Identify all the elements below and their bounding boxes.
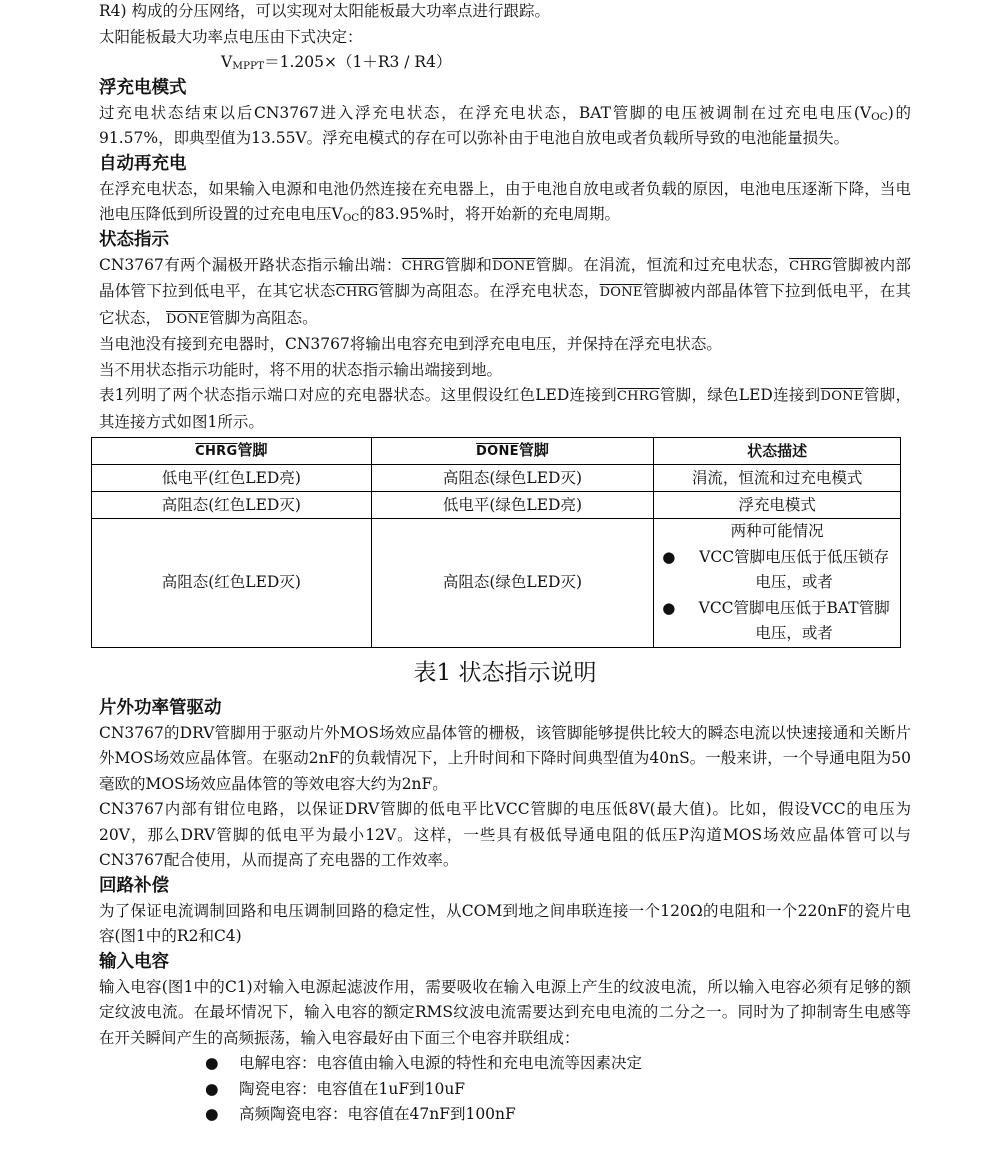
drv-paragraph-1: CN3767的DRV管脚用于驱动片外MOS场效应晶体管的栅极，该管脚能够提供比较大的瞬态电流以快速接通和关断片外MOS场效应晶体管。在驱动2nF的负载情况下，上升时间和下降时间典型值为40nS。一般来讲，一个导通电阻为50毫欧的MOS场效应晶体管的等效电容大约为2nF。: [99, 723, 911, 793]
table-cell: 低电平(绿色LED亮): [371, 492, 654, 519]
header-done-pin: DONE管脚: [371, 438, 654, 465]
mppt-formula: $V_{MPPT}=1.205\times(1+R3 / R4)$: [221, 53, 452, 72]
two-cases-title: 两种可能情况: [730, 522, 824, 540]
bullet-icon: ●: [662, 598, 676, 617]
table-cell: 高阻态(红色LED灭): [92, 492, 372, 519]
section-heading-drv: 片外功率管驱动: [99, 697, 222, 718]
table-cell: 涓流，恒流和过充电模式: [654, 465, 901, 492]
bullet-icon: ●: [205, 1105, 219, 1123]
section-heading-input-capacitor: 输入电容: [99, 951, 169, 972]
status-paragraph-2: 当电池没有接到充电器时，CN3767将输出电容充电到浮充电电压，并保持在浮充电状态。: [99, 335, 722, 353]
table-row: [92, 465, 901, 492]
table-cell: 浮充电模式: [654, 492, 901, 519]
bullet-icon: ●: [205, 1079, 219, 1098]
table-cell: 高阻态(绿色LED灭): [371, 465, 654, 492]
table-row: [92, 492, 901, 519]
status-paragraph-1: CN3767有两个漏极开路状态指示输出端：CHRG管脚和DONE管脚。在涓流，恒流和过充电状态，CHRG管脚被内部晶体管下拉到低电平，在其它状态CHRG管脚为高阻态。在浮充电状态，DONE管脚被内部晶体管下拉到低电平，在其它状态， DONE管脚为高阻态。: [99, 255, 911, 327]
header-status-desc: 状态描述: [654, 438, 901, 465]
capacitor-list: [99, 1051, 911, 1128]
table-cell: 高阻态(红色LED灭): [92, 519, 372, 648]
section-heading-loop-compensation: 回路补偿: [99, 875, 169, 896]
section-heading-float-mode: 浮充电模式: [99, 77, 187, 98]
table-header-row: [92, 438, 901, 465]
table-cell-multi-desc: [654, 519, 901, 648]
list-item: ● VCC管脚电压低于低压锁存电压，或者: [660, 545, 894, 596]
list-item: ● 陶瓷电容：电容值在1uF到10uF: [205, 1077, 911, 1103]
section-heading-auto-recharge: 自动再充电: [99, 153, 187, 174]
bullet-icon: ●: [205, 1054, 219, 1072]
table-caption: 表1 状态指示说明: [413, 659, 597, 686]
document-page: [99, 0, 911, 1128]
intro-line-2: 太阳能板最大功率点电压由下式决定：: [99, 27, 363, 46]
intro-line-1: R4) 构成的分压网络，可以实现对太阳能板最大功率点进行跟踪。: [99, 2, 551, 20]
list-item: ● VCC管脚电压低于BAT管脚电压，或者: [660, 596, 894, 647]
table-cell: 低电平(红色LED亮): [92, 465, 372, 492]
status-paragraph-4: 表1列明了两个状态指示端口对应的充电器状态。这里假设红色LED连接到CHRG管脚，绿色LED连接到DONE管脚，其连接方式如图1所示。: [99, 386, 911, 431]
input-cap-paragraph: 输入电容(图1中的C1)对输入电源起滤波作用，需要吸收在输入电源上产生的纹波电流，所以输入电容必须有足够的额定纹波电流。在最坏情况下，输入电容的额定RMS纹波电流需要达到充电电流的二分之一。同时为了抑制寄生电感等在开关瞬间产生的高频振荡，输入电容最好由下面三个电容并联组成：: [99, 977, 911, 1047]
table-cell: 高阻态(绿色LED灭): [371, 519, 654, 648]
list-item: ● 电解电容：电容值由输入电源的特性和充电电流等因素决定: [205, 1051, 911, 1077]
float-mode-paragraph: 过充电状态结束以后CN3767进入浮充电状态，在浮充电状态，BAT管脚的电压被调制在过充电电压$(V_{OC})$的91.57%，即典型值为13.55V。浮充电模式的存在可以弥补由于电池自放电或者负载所导致的电池能量损失。: [99, 103, 911, 147]
bullet-icon: ●: [662, 547, 676, 566]
auto-recharge-paragraph: 在浮充电状态，如果输入电源和电池仍然连接在充电器上，由于电池自放电或者负载的原因，电池电压逐渐下降，当电池电压降低到所设置的过充电电压$V_{OC}$的83.95%时，将开始新的充电周期。: [99, 179, 911, 224]
cases-list: [660, 545, 894, 647]
loop-paragraph: 为了保证电流调制回路和电压调制回路的稳定性，从COM到地之间串联连接一个120Ω的电阻和一个220nF的瓷片电容(图1中的R2和C4): [99, 901, 911, 945]
status-paragraph-3: 当不用状态指示功能时，将不用的状态指示输出端接到地。: [99, 360, 503, 379]
status-table: [91, 437, 901, 648]
table-row: [92, 519, 901, 648]
list-item: ● 高频陶瓷电容：电容值在47nF到100nF: [205, 1102, 911, 1128]
drv-paragraph-2: CN3767内部有钳位电路，以保证DRV管脚的低电平比VCC管脚的电压低8V(最大值)。比如，假设VCC的电压为20V，那么DRV管脚的低电平为最小12V。这样，一些具有极低导通电阻的低压P沟道MOS场效应晶体管可以与CN3767配合使用，从而提高了充电器的工作效率。: [99, 800, 911, 869]
header-chrg-pin: CHRG管脚: [92, 438, 372, 465]
section-heading-status-indication: 状态指示: [99, 229, 169, 250]
